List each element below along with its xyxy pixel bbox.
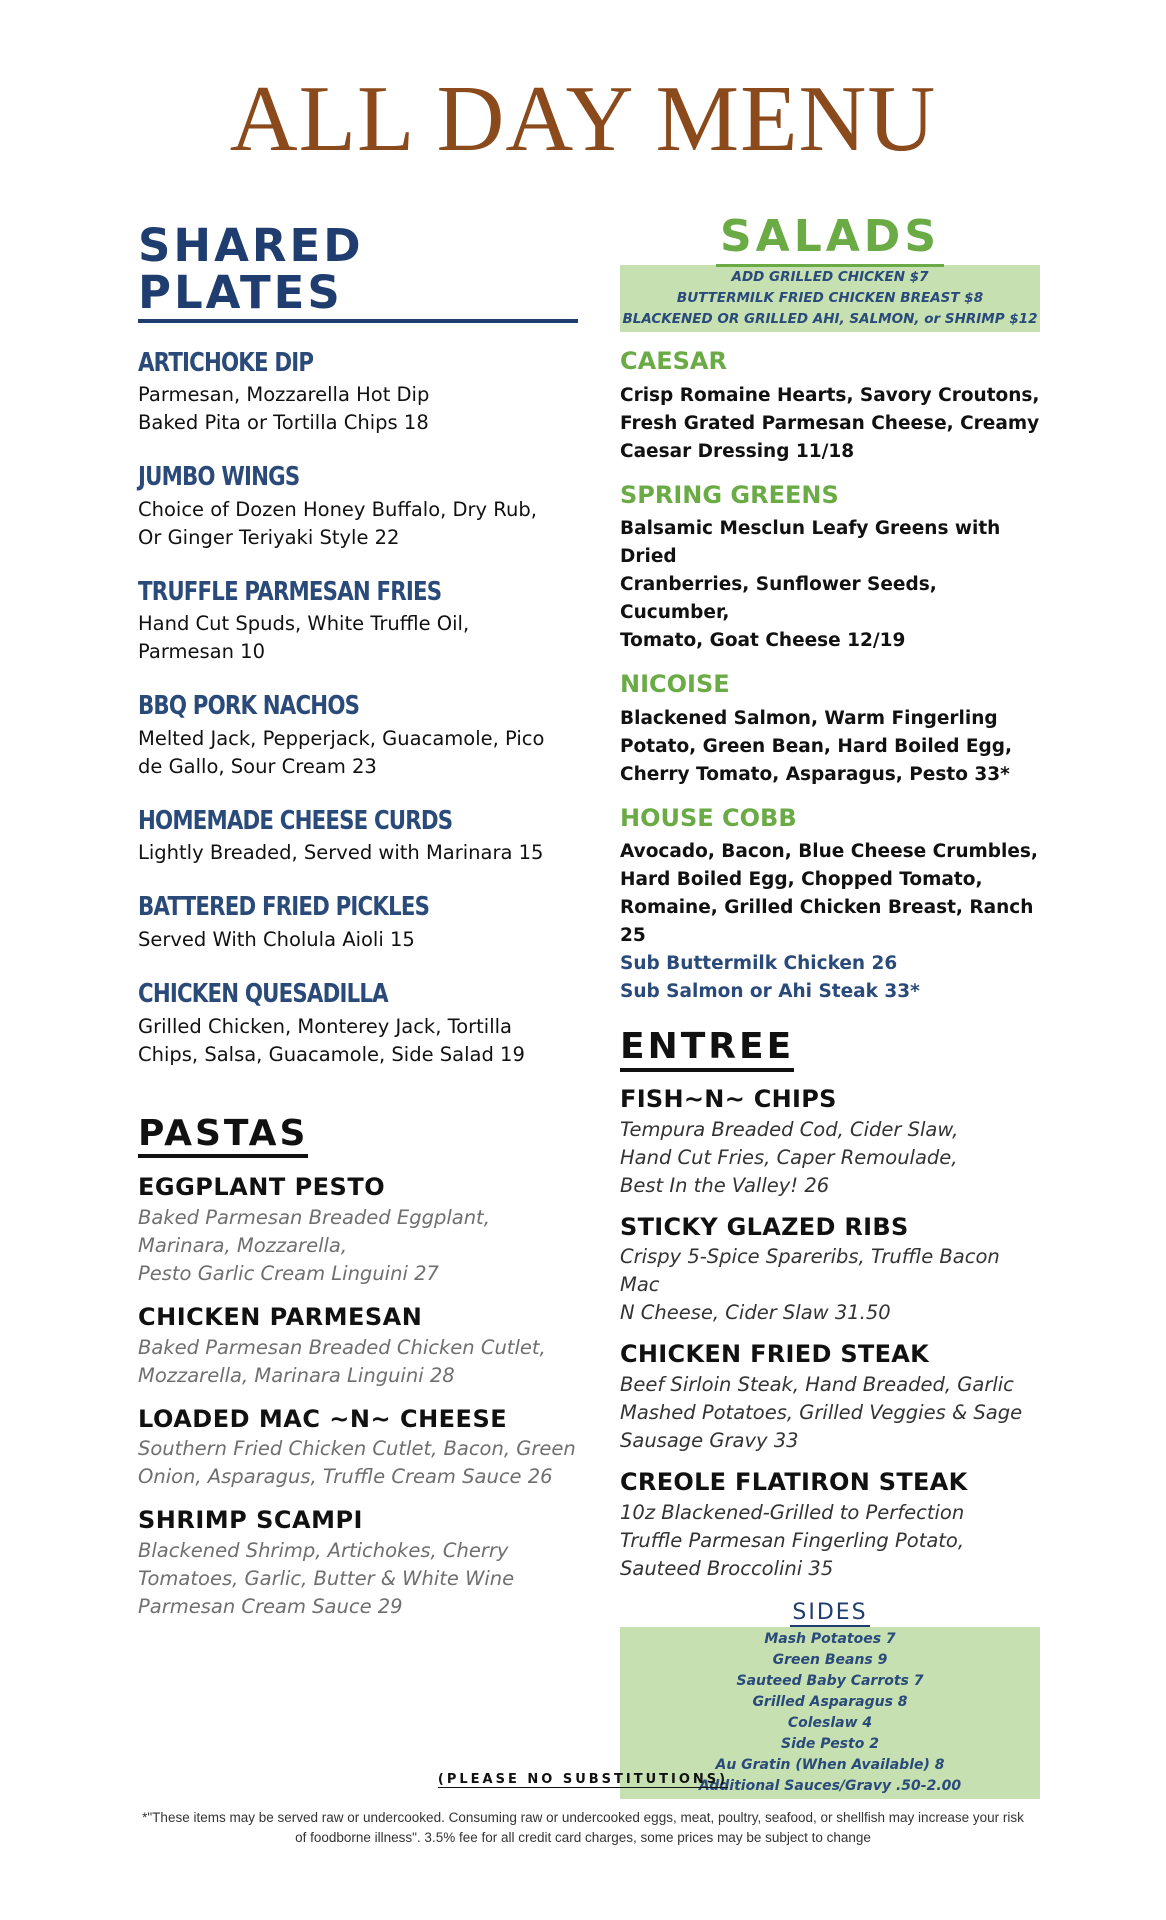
item-description (620, 838, 1040, 950)
description-line: Cranberries, Sunflower Seeds, Cucumber, (620, 574, 937, 624)
description-line: Or Ginger Teriyaki Style 22 (138, 525, 400, 549)
description-line: Tomatoes, Garlic, Butter & White Wine (138, 1566, 515, 1590)
description-line: Avocado, Bacon, Blue Cheese Crumbles, (620, 841, 1038, 863)
item-name: SPRING GREENS (620, 480, 839, 509)
shared-plates-heading: SHARED PLATES (138, 222, 578, 323)
no-substitutions-text: (PLEASE NO SUBSTITUTIONS) (437, 1772, 729, 1787)
description-line: Crisp Romaine Hearts, Savory Croutons, (620, 384, 1040, 406)
item-name: STICKY GLAZED RIBS (620, 1212, 909, 1241)
item-name: EGGPLANT PESTO (138, 1173, 386, 1202)
description-line: Blackened Salmon, Warm Fingerling (620, 707, 998, 729)
item-name: BATTERED FRIED PICKLES (138, 892, 430, 923)
description-line: Parmesan Cream Sauce 29 (138, 1594, 403, 1618)
item-description (138, 1204, 578, 1288)
item-description (138, 381, 578, 437)
side-item: Au Gratin (When Available) 8 (715, 1756, 945, 1773)
description-line: Melted Jack, Pepperjack, Guacamole, Pico (138, 726, 545, 750)
pasta-item (138, 1406, 578, 1492)
item-description (620, 382, 1040, 466)
item-description (138, 1334, 578, 1390)
item-name: FISH~N~ CHIPS (620, 1085, 837, 1114)
description-line: Caesar Dressing 11/18 (620, 440, 855, 462)
salad-item (620, 482, 1040, 656)
description-line: Cherry Tomato, Asparagus, Pesto 33* (620, 763, 1010, 785)
description-line: Served With Cholula Aioli 15 (138, 928, 415, 952)
item-name: JUMBO WINGS (138, 462, 300, 493)
item-name: ARTICHOKE DIP (138, 347, 314, 378)
description-line: Pesto Garlic Cream Linguini 27 (138, 1262, 439, 1286)
pastas-heading: PASTAS (138, 1115, 308, 1159)
description-line: Best In the Valley! 26 (620, 1173, 830, 1197)
salads-heading-text: SALADS (716, 211, 944, 267)
description-line: de Gallo, Sour Cream 23 (138, 754, 377, 778)
side-item: Green Beans 9 (772, 1651, 888, 1668)
entree-item (620, 1469, 1040, 1583)
item-description (620, 1499, 1040, 1583)
item-name: CAESAR (620, 347, 727, 375)
description-line: Beef Sirloin Steak, Hand Breaded, Garlic (620, 1372, 1014, 1396)
item-description (138, 1013, 578, 1069)
description-line: N Cheese, Cider Slaw 31.50 (620, 1301, 891, 1325)
item-description (138, 1537, 578, 1621)
pasta-item (138, 1174, 578, 1288)
side-item: Additional Sauces/Gravy .50-2.00 (698, 1777, 962, 1794)
right-column (620, 211, 1040, 1799)
pastas-section (138, 1112, 578, 1621)
description-line: Parmesan 10 (138, 640, 265, 664)
item-description (620, 1243, 1040, 1327)
pasta-item (138, 1304, 578, 1390)
description-line: Truffle Parmesan Fingerling Potato, (620, 1528, 965, 1552)
item-description (138, 610, 578, 666)
description-line: 10z Blackened-Grilled to Perfection (620, 1500, 965, 1524)
item-name: TRUFFLE PARMESAN FRIES (138, 576, 442, 607)
menu-title: ALL DAY MENU (229, 67, 937, 171)
description-line: Sauteed Broccolini 35 (620, 1556, 834, 1580)
item-description (138, 725, 578, 781)
item-description (620, 1371, 1040, 1455)
entree-list (620, 1086, 1040, 1582)
item-name: BBQ PORK NACHOS (138, 691, 360, 722)
item-name: NICOISE (620, 670, 730, 699)
shared-plate-item (138, 349, 578, 438)
salad-item (620, 348, 1040, 466)
item-description (620, 515, 1040, 655)
shared-plate-item (138, 578, 578, 667)
description-line: Lightly Breaded, Served with Marinara 15 (138, 841, 544, 865)
description-line: Mozzarella, Marinara Linguini 28 (138, 1363, 455, 1387)
side-item: Coleslaw 4 (787, 1714, 873, 1731)
description-line: Chips, Salsa, Guacamole, Side Salad 19 (138, 1042, 525, 1066)
entree-item (620, 1341, 1040, 1455)
item-name: HOMEMADE CHEESE CURDS (138, 805, 453, 836)
item-description (620, 1116, 1040, 1200)
entree-heading: ENTREE (620, 1028, 794, 1072)
description-line: Parmesan, Mozzarella Hot Dip (138, 383, 430, 407)
sides-section (620, 1601, 1040, 1799)
description-line: Mashed Potatoes, Grilled Veggies & Sage (620, 1400, 1023, 1424)
shared-plate-item (138, 807, 578, 868)
salad-addon-line: BUTTERMILK FRIED CHICKEN BREAST $8 (676, 290, 984, 306)
description-line: Baked Parmesan Breaded Eggplant, (138, 1206, 490, 1230)
salad-addons-box (620, 265, 1040, 332)
description-line: Crispy 5-Spice Spareribs, Truffle Bacon Mac (620, 1245, 1000, 1297)
salad-item (620, 805, 1040, 1007)
entree-section (620, 1028, 1040, 1582)
disclaimer: *"These items may be served raw or undercooked. Consuming raw or undercooked eggs, meat, poultry, seafood, or shellfish may increase your risk of foodborne illness". 3.5% fee for all credit card charges, some prices may be subject to change (142, 1810, 1024, 1845)
description-line: Baked Parmesan Breaded Chicken Cutlet, (138, 1335, 546, 1359)
description-line: Hand Cut Spuds, White Truffle Oil, (138, 612, 470, 636)
shared-plate-item (138, 463, 578, 552)
description-line: Hard Boiled Egg, Chopped Tomato, (620, 869, 983, 891)
salads-heading (620, 211, 1040, 262)
description-line: Blackened Shrimp, Artichokes, Cherry (138, 1538, 509, 1562)
pastas-list (138, 1174, 578, 1620)
side-item: Mash Potatoes 7 (764, 1630, 896, 1647)
description-line: Onion, Asparagus, Truffle Cream Sauce 26 (138, 1465, 553, 1489)
description-line: Hand Cut Fries, Caper Remoulade, (620, 1145, 958, 1169)
item-description (620, 705, 1040, 789)
left-column (138, 219, 578, 1621)
item-name: CHICKEN QUESADILLA (138, 979, 388, 1010)
item-name: CREOLE FLATIRON STEAK (620, 1467, 968, 1496)
shared-plate-item (138, 893, 578, 954)
description-line: Tomato, Goat Cheese 12/19 (620, 630, 906, 652)
description-line: Fresh Grated Parmesan Cheese, Creamy (620, 412, 1040, 434)
salad-addon-line: BLACKENED OR GRILLED AHI, SALMON, or SHRIMP $12 (622, 311, 1038, 327)
item-name: CHICKEN PARMESAN (138, 1303, 423, 1332)
description-line: Baked Pita or Tortilla Chips 18 (138, 411, 429, 435)
side-item: Side Pesto 2 (781, 1735, 879, 1752)
description-line: Marinara, Mozzarella, (138, 1234, 348, 1258)
description-line: Balsamic Mesclun Leafy Greens with Dried (620, 518, 1001, 568)
salad-addon-line: ADD GRILLED CHICKEN $7 (731, 269, 929, 285)
no-substitutions-note (0, 1772, 1166, 1787)
description-line: Sausage Gravy 33 (620, 1428, 799, 1452)
shared-plate-item (138, 692, 578, 781)
pasta-item (138, 1507, 578, 1621)
item-name: SHRIMP SCAMPI (138, 1506, 363, 1535)
item-description (138, 926, 578, 954)
description-line: Grilled Chicken, Monterey Jack, Tortilla (138, 1014, 513, 1038)
item-description (138, 1435, 578, 1491)
item-description (138, 496, 578, 552)
substitution-option: Sub Salmon or Ahi Steak 33* (620, 981, 920, 1003)
item-description (138, 839, 578, 867)
salad-item (620, 671, 1040, 789)
side-item: Sauteed Baby Carrots 7 (736, 1672, 924, 1689)
item-name: LOADED MAC ~N~ CHEESE (138, 1404, 508, 1433)
entree-item (620, 1086, 1040, 1200)
item-name: CHICKEN FRIED STEAK (620, 1340, 930, 1369)
description-line: Southern Fried Chicken Cutlet, Bacon, Green (138, 1437, 576, 1461)
substitution-option: Sub Buttermilk Chicken 26 (620, 953, 898, 975)
entree-item (620, 1214, 1040, 1328)
description-line: Potato, Green Bean, Hard Boiled Egg, (620, 735, 1013, 757)
salads-list (620, 348, 1040, 1006)
side-item: Grilled Asparagus 8 (752, 1693, 908, 1710)
shared-plate-item (138, 980, 578, 1069)
description-line: Choice of Dozen Honey Buffalo, Dry Rub, (138, 497, 537, 521)
item-name: HOUSE COBB (620, 803, 797, 832)
sides-heading (620, 1601, 1040, 1625)
sides-heading-text: SIDES (792, 1599, 868, 1625)
description-line: Romaine, Grilled Chicken Breast, Ranch 25 (620, 897, 1034, 947)
description-line: Tempura Breaded Cod, Cider Slaw, (620, 1117, 959, 1141)
shared-plates-list (138, 349, 578, 1069)
